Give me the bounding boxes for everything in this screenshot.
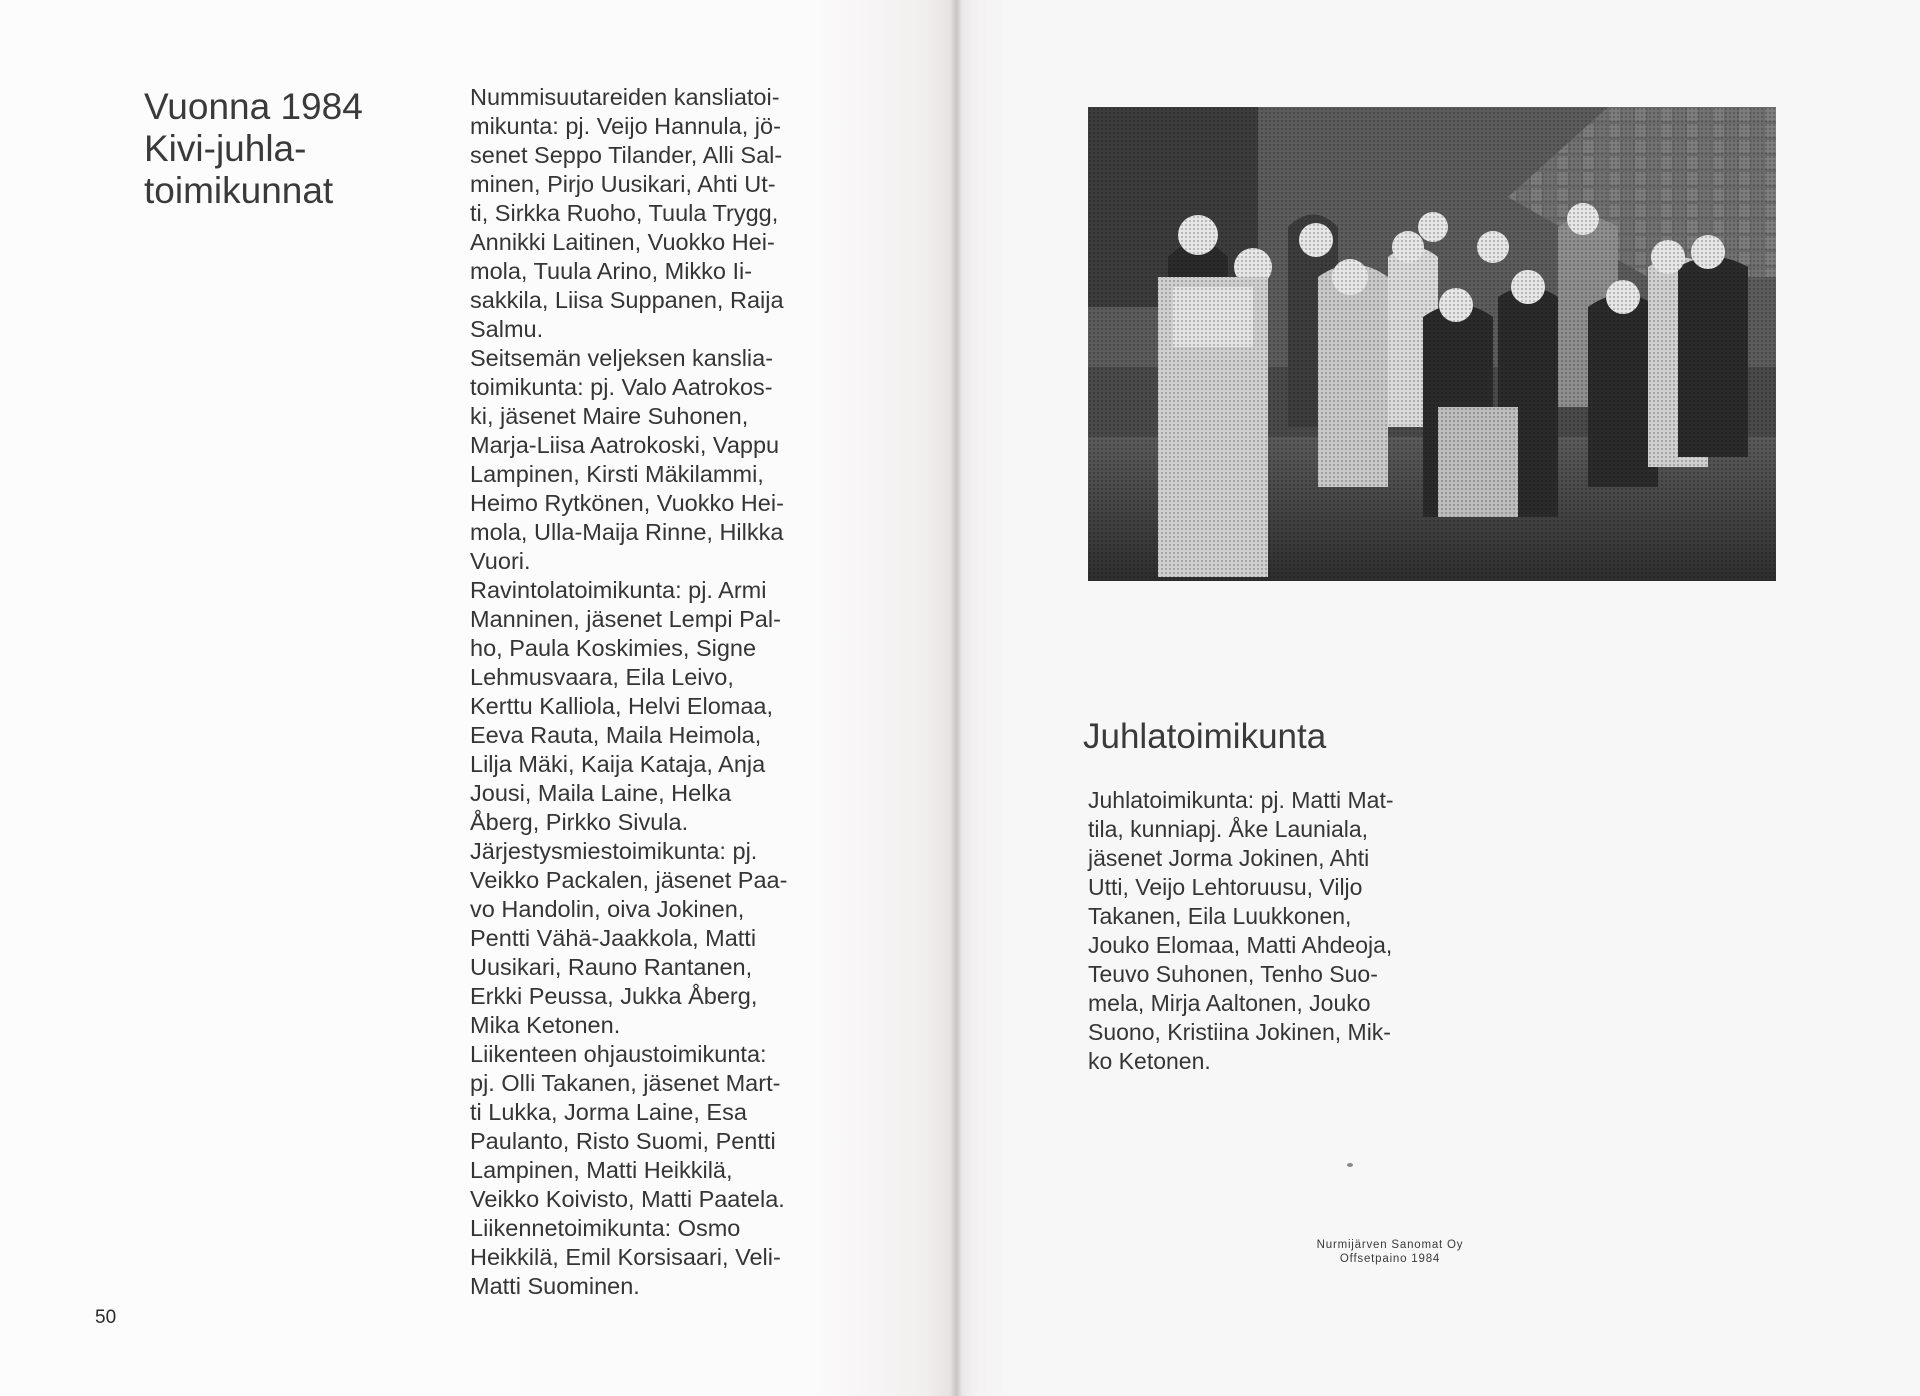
text-line: Juhlatoimikunta: pj. Matti Mat-	[1088, 787, 1394, 813]
text-line: Åberg, Pirkko Sivula.	[470, 809, 689, 835]
text-line: mela, Mirja Aaltonen, Jouko	[1088, 990, 1371, 1016]
text-line: Eeva Rauta, Maila Heimola,	[470, 722, 762, 748]
page-number: 50	[95, 1307, 117, 1328]
text-line: Veikko Packalen, jäsenet Paa-	[470, 867, 788, 893]
text-line: Kerttu Kalliola, Helvi Elomaa,	[470, 693, 774, 719]
text-line: Seitsemän veljeksen kanslia-	[470, 345, 774, 371]
text-line: Mika Ketonen.	[470, 1012, 621, 1038]
text-line: Järjestysmiestoimikunta: pj.	[470, 838, 758, 864]
text-line: tila, kunniapj. Åke Launiala,	[1088, 816, 1369, 842]
title-line: Vuonna 1984	[144, 86, 363, 127]
text-line: ti Lukka, Jorma Laine, Esa	[470, 1099, 747, 1125]
text-line: Liikenteen ohjaustoimikunta:	[470, 1041, 767, 1067]
committee-heading: Juhlatoimikunta	[1083, 717, 1327, 756]
committee-list-text	[470, 83, 870, 1301]
left-page-title	[144, 86, 424, 212]
text-line: senet Seppo Tilander, Alli Sal-	[470, 142, 783, 168]
text-line: Lampinen, Matti Heikkilä,	[470, 1157, 733, 1183]
print-speck	[1347, 1163, 1353, 1167]
text-line: Erkki Peussa, Jukka Åberg,	[470, 983, 758, 1009]
text-line: pj. Olli Takanen, jäsenet Mart-	[470, 1070, 781, 1096]
text-line: Utti, Veijo Lehtoruusu, Viljo	[1088, 874, 1363, 900]
text-line: toimikunta: pj. Valo Aatrokos-	[470, 374, 773, 400]
text-line: Manninen, jäsenet Lempi Pal-	[470, 606, 781, 632]
text-line: Nummisuutareiden kansliatoi-	[470, 84, 780, 110]
text-line: ki, jäsenet Maire Suhonen,	[470, 403, 749, 429]
text-line: ho, Paula Koskimies, Signe	[470, 635, 757, 661]
text-line: Heikkilä, Emil Korsisaari, Veli-	[470, 1244, 781, 1270]
text-line: ti, Sirkka Ruoho, Tuula Trygg,	[470, 200, 779, 226]
printer-imprint	[1290, 1238, 1490, 1266]
text-line: Jouko Elomaa, Matti Ahdeoja,	[1088, 932, 1393, 958]
text-line: Lampinen, Kirsti Mäkilammi,	[470, 461, 764, 487]
text-line: Annikki Laitinen, Vuokko Hei-	[470, 229, 775, 255]
text-line: Matti Suominen.	[470, 1273, 640, 1299]
title-line: toimikunnat	[144, 170, 334, 211]
group-photo	[1088, 107, 1776, 581]
text-line: Uusikari, Rauno Rantanen,	[470, 954, 753, 980]
text-line: vo Handolin, oiva Jokinen,	[470, 896, 745, 922]
text-line: Marja-Liisa Aatrokoski, Vappu	[470, 432, 780, 458]
text-line: Heimo Rytkönen, Vuokko Hei-	[470, 490, 784, 516]
text-line: Ravintolatoimikunta: pj. Armi	[470, 577, 767, 603]
committee-members-text	[1088, 786, 1508, 1076]
text-line: Liikennetoimikunta: Osmo	[470, 1215, 741, 1241]
text-line: Veikko Koivisto, Matti Paatela.	[470, 1186, 785, 1212]
title-line: Kivi-juhla-	[144, 128, 307, 169]
text-line: Takanen, Eila Luukkonen,	[1088, 903, 1352, 929]
printer-line: Nurmijärven Sanomat Oy	[1316, 1239, 1464, 1251]
text-line: Pentti Vähä-Jaakkola, Matti	[470, 925, 757, 951]
text-line: Suono, Kristiina Jokinen, Mik-	[1088, 1019, 1391, 1045]
text-line: Teuvo Suhonen, Tenho Suo-	[1088, 961, 1378, 987]
text-line: ko Ketonen.	[1088, 1048, 1211, 1074]
text-line: mola, Ulla-Maija Rinne, Hilkka	[470, 519, 784, 545]
book-gutter-shadow	[950, 0, 962, 1396]
text-line: Salmu.	[470, 316, 544, 342]
text-line: minen, Pirjo Uusikari, Ahti Ut-	[470, 171, 776, 197]
left-page	[0, 0, 955, 1396]
text-line: Jousi, Maila Laine, Helka	[470, 780, 732, 806]
text-line: Lehmusvaara, Eila Leivo,	[470, 664, 734, 690]
text-line: mola, Tuula Arino, Mikko Ii-	[470, 258, 753, 284]
text-line: jäsenet Jorma Jokinen, Ahti	[1088, 845, 1370, 871]
text-line: Paulanto, Risto Suomi, Pentti	[470, 1128, 776, 1154]
text-line: Lilja Mäki, Kaija Kataja, Anja	[470, 751, 766, 777]
text-line: sakkila, Liisa Suppanen, Raija	[470, 287, 784, 313]
printer-line: Offsetpaino 1984	[1339, 1253, 1441, 1265]
text-line: Vuori.	[470, 548, 531, 574]
text-line: mikunta: pj. Veijo Hannula, jö-	[470, 113, 781, 139]
